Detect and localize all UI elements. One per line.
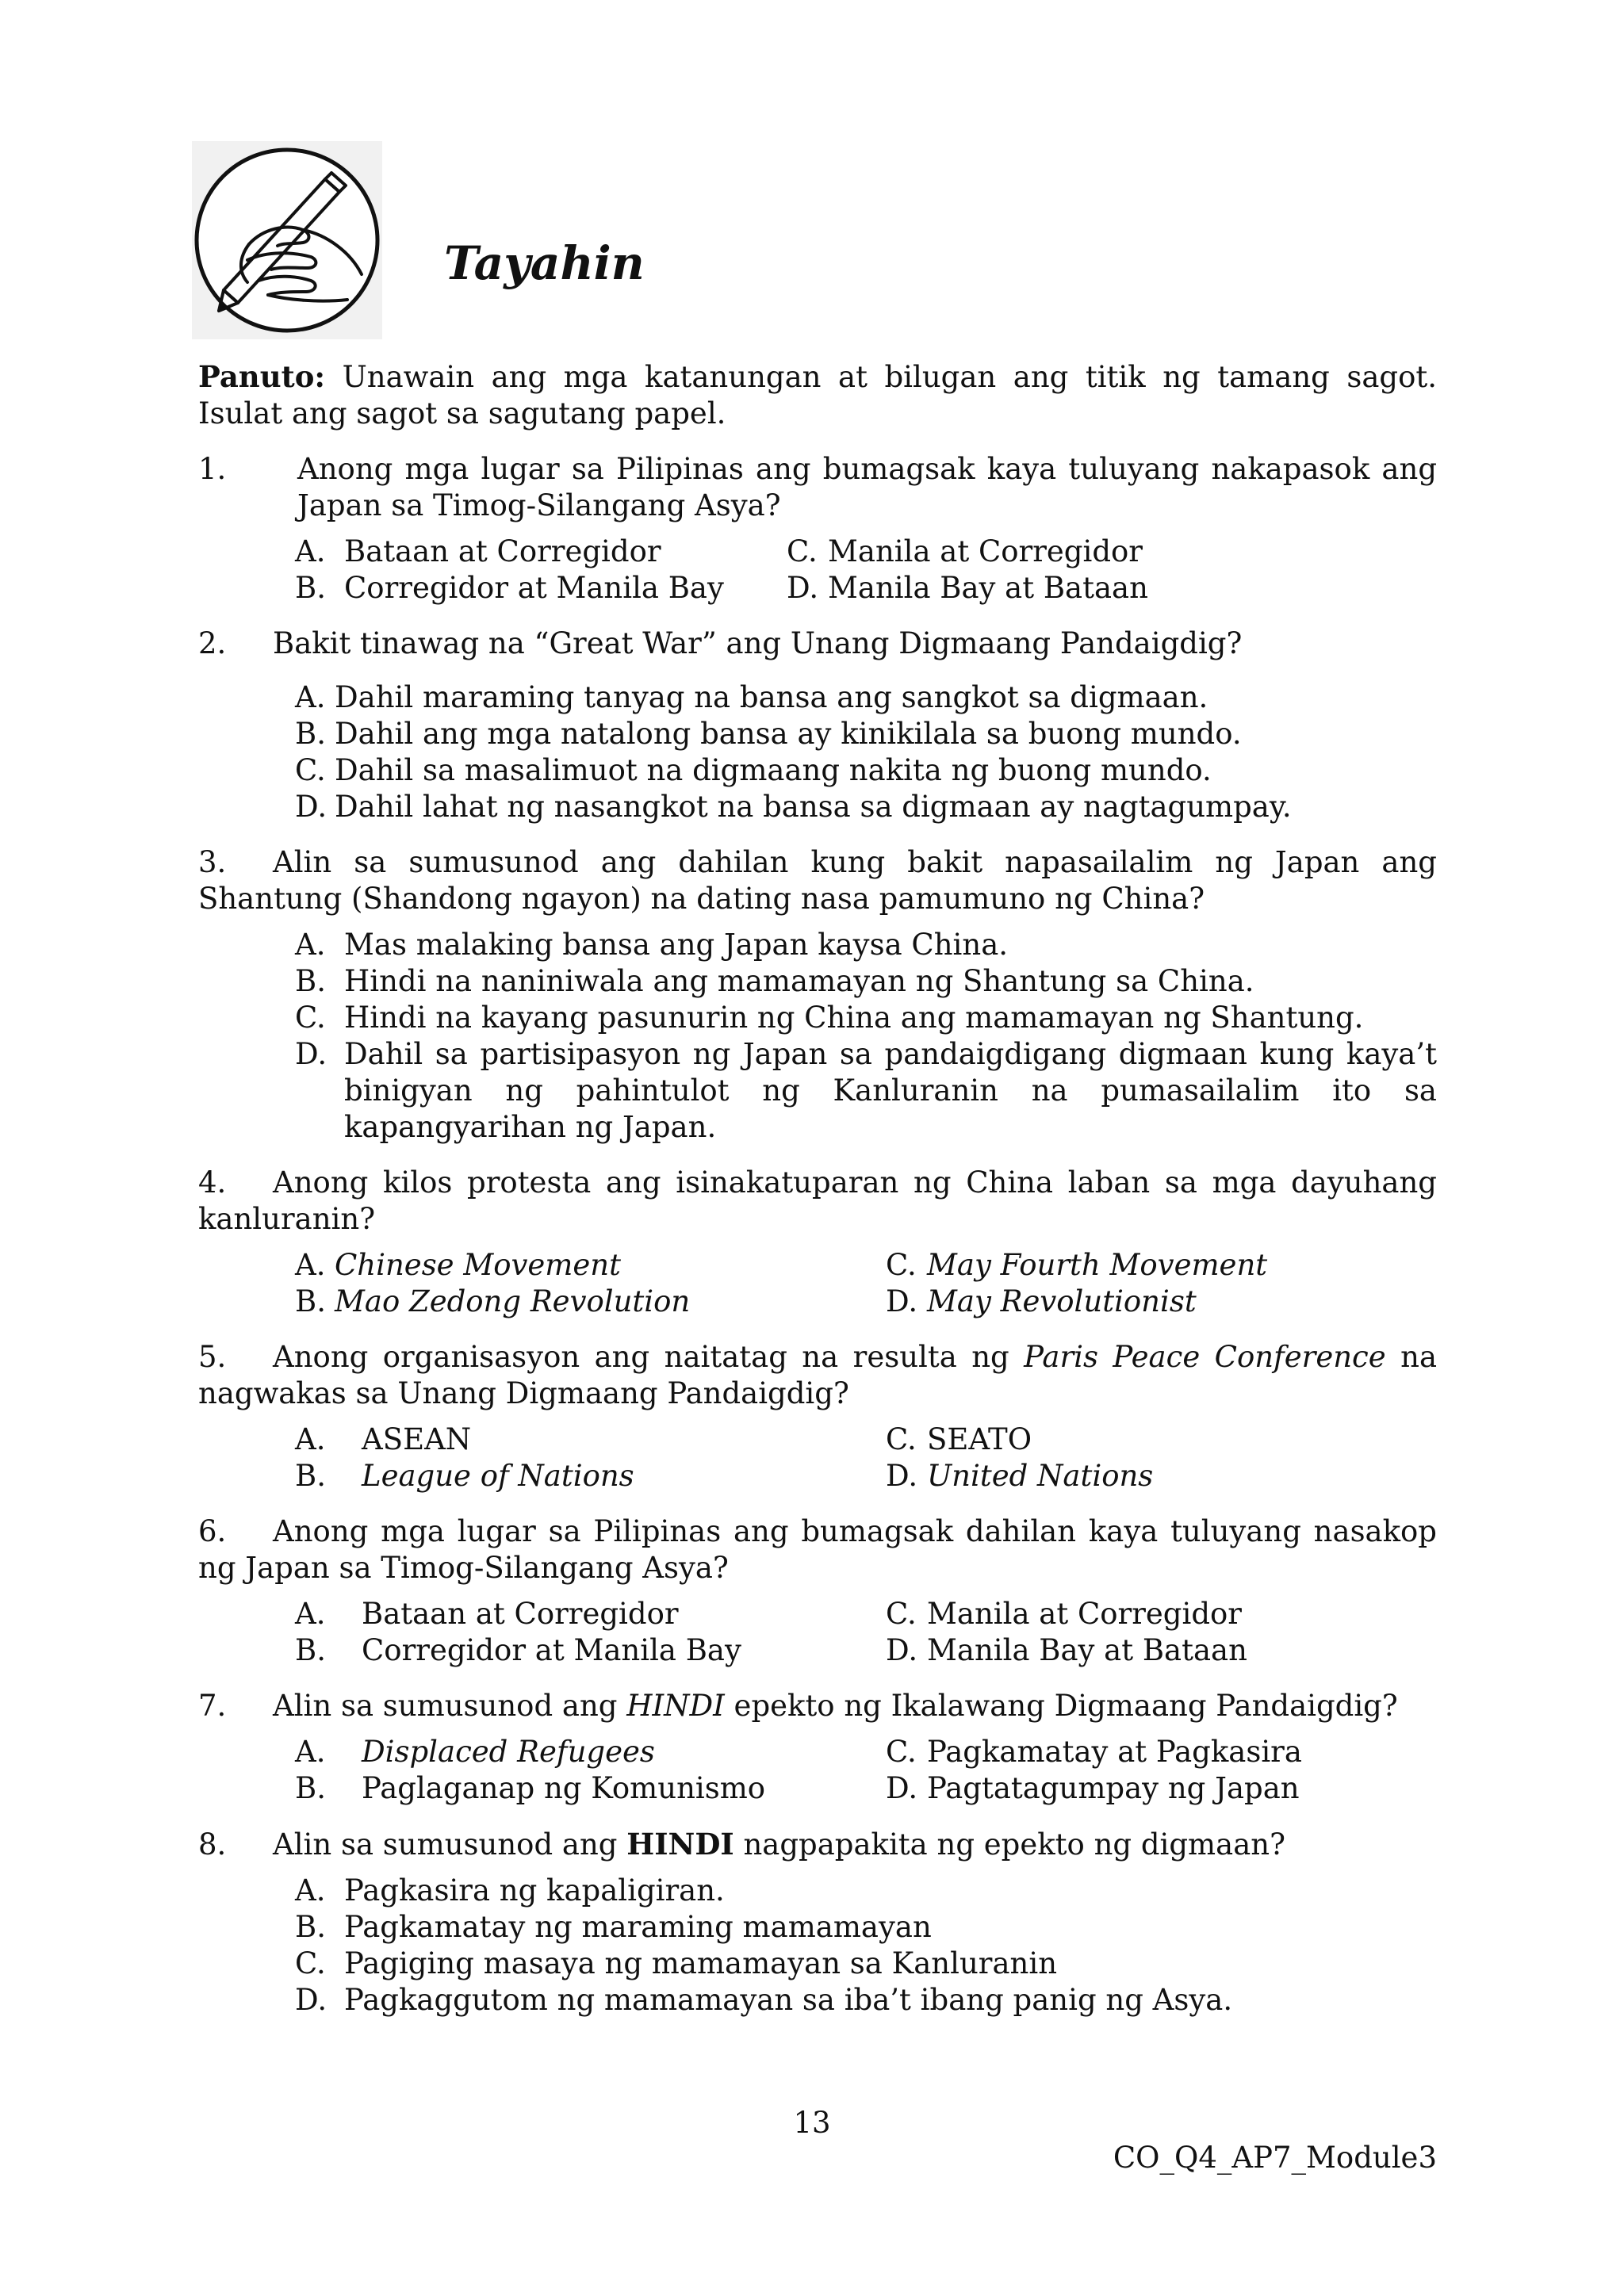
option-letter: D. (886, 1284, 918, 1318)
question-number: 7. (198, 1689, 227, 1723)
option-b[interactable] (295, 716, 1437, 752)
question-6 (198, 1513, 1437, 1669)
option-d[interactable] (295, 1982, 1437, 2019)
instructions-label: Panuto: (198, 359, 326, 394)
option-text: Corregidor at Manila Bay (362, 1633, 741, 1667)
question-number: 8. (198, 1827, 227, 1862)
question-text: Alin sa sumusunod ang dahilan kung bakit napasailalim ng Japan ang Shantung (Shandong ngayon) na dating nasa pamumuno ng China? (198, 845, 1437, 916)
answer-options (295, 1734, 1437, 1807)
option-letter: D. (886, 1459, 918, 1493)
option-letter: D. (886, 1771, 918, 1805)
question-text-italic: HINDI (626, 1689, 725, 1723)
instructions (198, 358, 1437, 432)
option-c[interactable] (886, 1422, 1441, 1458)
question-text: Alin sa sumusunod ang (273, 1689, 627, 1723)
option-c[interactable] (295, 1946, 1437, 1982)
option-text: Dahil ang mga natalong bansa ay kinikilala sa buong mundo. (335, 717, 1242, 751)
option-text: Dahil sa masalimuot na digmaang nakita ng buong mundo. (335, 753, 1212, 787)
option-b[interactable] (295, 963, 1437, 1000)
question-number: 5. (198, 1340, 227, 1374)
option-a[interactable] (295, 1247, 886, 1284)
option-a[interactable] (295, 1873, 1437, 1909)
question-text: Anong mga lugar sa Pilipinas ang bumagsak dahilan kaya tuluyang nasakop ng Japan sa Timog-Silangang Asya? (198, 1514, 1437, 1585)
pencil-hand-icon (192, 141, 382, 339)
option-text: May Revolutionist (927, 1284, 1197, 1318)
question-2 (198, 626, 1437, 825)
option-text: Displaced Refugees (362, 1735, 655, 1769)
option-text: Hindi na naniniwala ang mamamayan ng Shantung sa China. (344, 964, 1254, 998)
option-letter: A. (295, 928, 326, 962)
option-letter: B. (295, 964, 326, 998)
option-text: League of Nations (362, 1459, 634, 1493)
option-letter: A. (295, 680, 326, 714)
option-text: Manila Bay at Bataan (828, 571, 1148, 605)
option-letter: D. (295, 1037, 327, 1071)
option-d[interactable] (787, 570, 1342, 607)
question-stem (198, 451, 1437, 524)
question-number: 1. (198, 452, 227, 486)
assessment-content (198, 358, 1437, 2019)
question-number: 4. (198, 1165, 227, 1200)
option-text: Manila at Corregidor (828, 534, 1143, 568)
question-number: 3. (198, 845, 227, 879)
option-letter: D. (295, 1983, 327, 2017)
question-text-bold: HINDI (626, 1827, 734, 1862)
option-letter: C. (886, 1735, 917, 1769)
option-letter: D. (295, 790, 327, 824)
question-1 (198, 451, 1437, 607)
option-text: Pagkaggutom ng mamamayan sa iba’t ibang panig ng Asya. (344, 1983, 1233, 2017)
instructions-text: Unawain ang mga katanungan at bilugan ang titik ng tamang sagot. Isulat ang sagot sa sagutang papel. (198, 360, 1437, 430)
answer-options (295, 927, 1437, 1146)
question-text-end: nagpapakita ng epekto ng digmaan? (733, 1827, 1285, 1862)
option-text: May Fourth Movement (927, 1248, 1268, 1282)
answer-options (295, 534, 1437, 607)
option-c[interactable] (886, 1734, 1441, 1770)
option-d[interactable] (295, 789, 1437, 825)
option-letter: C. (886, 1422, 917, 1456)
question-text-end: na nagwakas sa Unang Digmaang Pandaigdig? (198, 1340, 1438, 1410)
question-stem (198, 626, 1437, 662)
option-c[interactable] (295, 752, 1437, 789)
option-b[interactable] (295, 1909, 1437, 1946)
question-4 (198, 1165, 1437, 1320)
option-a[interactable] (295, 679, 1437, 716)
option-text: Bataan at Corregidor (344, 534, 661, 568)
question-stem (198, 844, 1437, 917)
option-text: Pagtatagumpay ng Japan (927, 1771, 1300, 1805)
question-7 (198, 1688, 1437, 1807)
option-letter: D. (886, 1633, 918, 1667)
question-5 (198, 1339, 1437, 1494)
option-text: United Nations (927, 1459, 1154, 1493)
option-letter: B. (295, 1771, 326, 1805)
answer-options (295, 679, 1437, 825)
option-c[interactable] (295, 1000, 1437, 1036)
question-text: Alin sa sumusunod ang (273, 1827, 627, 1862)
option-text: SEATO (927, 1422, 1032, 1456)
option-text: Pagkamatay at Pagkasira (927, 1735, 1302, 1769)
question-8 (198, 1826, 1437, 2019)
option-text: Mas malaking bansa ang Japan kaysa China. (344, 928, 1009, 962)
module-code: CO_Q4_AP7_Module3 (1113, 2141, 1437, 2175)
answer-options (295, 1422, 1437, 1494)
option-letter: A. (295, 1248, 326, 1282)
page-number: 13 (793, 2106, 831, 2140)
option-b[interactable] (295, 1458, 886, 1494)
page-title: Tayahin (444, 236, 645, 290)
option-letter: A. (295, 534, 326, 568)
option-b[interactable] (295, 1632, 886, 1669)
option-letter: B. (295, 1459, 326, 1493)
option-letter: A. (295, 1422, 326, 1456)
option-text: Hindi na kayang pasunurin ng China ang mamamayan ng Shantung. (344, 1001, 1364, 1035)
option-letter: A. (295, 1873, 326, 1908)
option-letter: B. (295, 1633, 326, 1667)
question-text-end: epekto ng Ikalawang Digmaang Pandaigdig? (724, 1689, 1398, 1723)
option-c[interactable] (886, 1247, 1441, 1284)
option-text: Mao Zedong Revolution (335, 1284, 691, 1318)
option-text: Pagkasira ng kapaligiran. (344, 1873, 725, 1908)
option-letter: C. (886, 1248, 917, 1282)
option-text: Paglaganap ng Komunismo (362, 1771, 766, 1805)
option-letter: C. (886, 1597, 917, 1631)
option-text: Dahil lahat ng nasangkot na bansa sa digmaan ay nagtagumpay. (335, 790, 1292, 824)
option-text: ASEAN (362, 1422, 472, 1456)
option-text: Chinese Movement (335, 1248, 621, 1282)
option-letter: C. (295, 1001, 326, 1035)
option-d[interactable] (886, 1458, 1441, 1494)
option-a[interactable] (295, 1596, 886, 1632)
option-d[interactable] (886, 1284, 1441, 1320)
question-number: 2. (198, 626, 227, 660)
option-text: Dahil sa partisipasyon ng Japan sa pandaigdigang digmaan kung kaya’t binigyan ng pahintulot ng Kanluranin na pumasailalim ito sa kapangyarihan ng Japan. (344, 1037, 1437, 1144)
option-b[interactable] (295, 1770, 886, 1807)
answer-options (295, 1596, 1437, 1669)
option-letter: B. (295, 1910, 326, 1944)
option-b[interactable] (295, 570, 787, 607)
question-number: 6. (198, 1514, 227, 1548)
question-text-italic: Paris Peace Conference (1024, 1340, 1386, 1374)
answer-options (295, 1247, 1437, 1320)
option-a[interactable] (295, 1422, 886, 1458)
option-letter: B. (295, 717, 326, 751)
question-3 (198, 844, 1437, 1146)
option-letter: B. (295, 1284, 326, 1318)
question-stem (198, 1513, 1437, 1586)
option-d[interactable] (886, 1770, 1441, 1807)
option-text: Manila at Corregidor (927, 1597, 1242, 1631)
option-letter: B. (295, 571, 326, 605)
option-letter: C. (787, 534, 818, 568)
option-b[interactable] (295, 1284, 886, 1320)
question-text: Anong kilos protesta ang isinakatuparan ng China laban sa mga dayuhang kanluranin? (198, 1165, 1437, 1236)
option-letter: C. (295, 1946, 326, 1980)
option-text: Manila Bay at Bataan (927, 1633, 1247, 1667)
option-letter: C. (295, 753, 326, 787)
option-text: Pagiging masaya ng mamamayan sa Kanluranin (344, 1946, 1058, 1980)
option-letter: A. (295, 1597, 326, 1631)
option-letter: A. (295, 1735, 326, 1769)
question-text: Bakit tinawag na “Great War” ang Unang Digmaang Pandaigdig? (273, 626, 1243, 660)
option-c[interactable] (886, 1596, 1441, 1632)
option-letter: D. (787, 571, 819, 605)
option-a[interactable] (295, 1734, 886, 1770)
option-a[interactable] (295, 927, 1437, 963)
question-text: Anong mga lugar sa Pilipinas ang bumagsak kaya tuluyang nakapasok ang Japan sa Timog-Silangang Asya? (297, 452, 1437, 522)
answer-options (295, 1873, 1437, 2019)
option-text: Bataan at Corregidor (362, 1597, 679, 1631)
question-text: Anong organisasyon ang naitatag na resulta ng (273, 1340, 1025, 1374)
question-stem (198, 1339, 1437, 1412)
option-d[interactable] (886, 1632, 1441, 1669)
option-text: Dahil maraming tanyag na bansa ang sangkot sa digmaan. (335, 680, 1208, 714)
question-stem (198, 1826, 1437, 1863)
option-c[interactable] (787, 534, 1342, 570)
option-d[interactable] (295, 1036, 1437, 1146)
question-stem (198, 1165, 1437, 1238)
option-text: Pagkamatay ng maraming mamamayan (344, 1910, 932, 1944)
question-stem (198, 1688, 1437, 1724)
option-a[interactable] (295, 534, 787, 570)
option-text: Corregidor at Manila Bay (344, 571, 724, 605)
